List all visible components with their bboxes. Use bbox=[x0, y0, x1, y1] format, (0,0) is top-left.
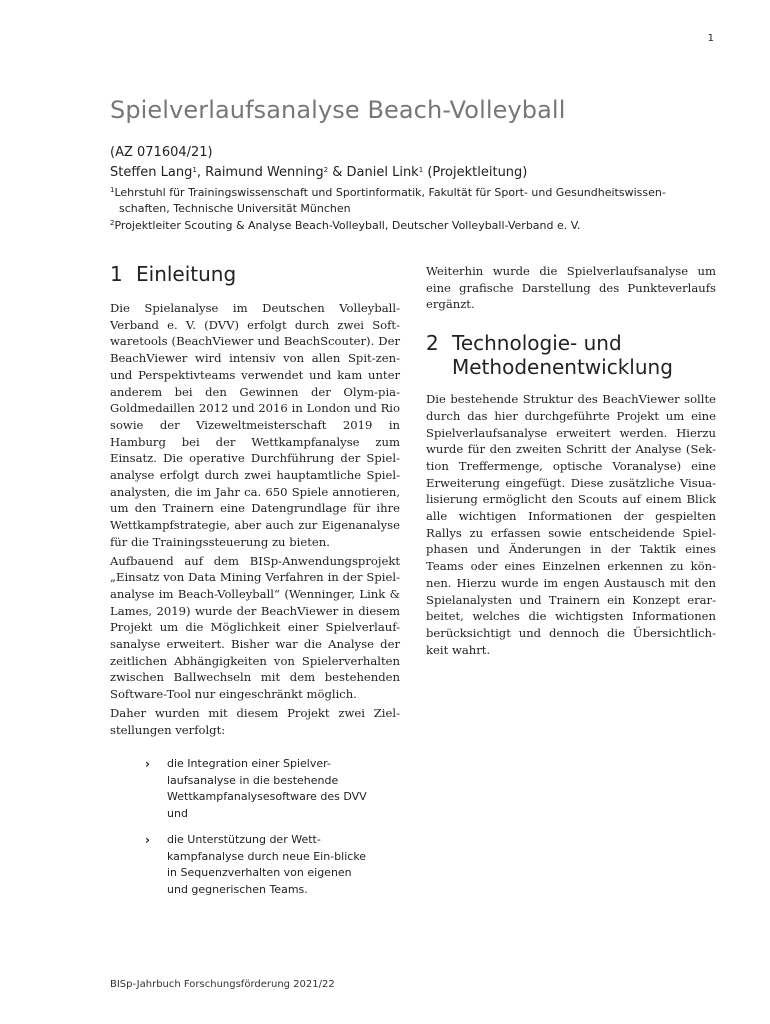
affiliation-text: Lehrstuhl für Trainingswissenschaft und Sportinformatik, Fakultät für Sport- und Gesundheitswissen- bbox=[114, 186, 666, 199]
project-reference: (AZ 071604/21) bbox=[110, 145, 213, 160]
section-number: 2 bbox=[426, 331, 439, 356]
affiliation-2 bbox=[110, 218, 720, 234]
list-item bbox=[145, 756, 375, 822]
affiliation-1 bbox=[110, 185, 720, 217]
page-footer: BISp-Jahrbuch Forschungsförderung 2021/22 bbox=[110, 979, 335, 990]
paragraph: Die Spielanalyse im Deutschen Volleyball-Verband e. V. (DVV) erfolgt durch zwei Soft-waretools (BeachViewer und BeachScouter). Der BeachViewer wird intensiv von allen Spit-zen- und Perspektivteams verwendet und kam unter anderem bei den Gewinnen der Olym-pia-Goldmedaillen 2012 und 2016 in London und Rio sowie der Vizeweltmeisterschaft 2019 in Hamburg bei der Wettkampfanalyse zum Einsatz. Die operative Durchführung der Spiel-analyse erfolgt durch zwei hauptamtliche Spiel-analysten, die im Jahr ca. 650 Spiele annotieren, um den Trainern eine Datengrundlage für ihre Wettkampfstrategie, aber auch zur Eigenanalyse für die Trainingssteuerung zu bieten. bbox=[110, 301, 400, 549]
goals-list bbox=[145, 756, 375, 908]
section-title: Einleitung bbox=[136, 262, 237, 286]
section-title bbox=[452, 331, 673, 379]
author-superscript: 2 bbox=[323, 166, 329, 174]
affiliation-superscript: 2 bbox=[110, 219, 115, 227]
list-item-text: die Integration einer Spielver-laufsanalyse in die bestehende Wettkampfanalysesoftware des DVV und bbox=[167, 757, 367, 820]
list-item-text: die Unterstützung der Wett-kampfanalyse durch neue Ein-blicke in Sequenzverhalten von eigenen und gegnerischen Teams. bbox=[167, 833, 367, 896]
affiliation-text: Projektleiter Scouting & Analyse Beach-Volleyball, Deutscher Volleyball-Verband e. V. bbox=[114, 219, 581, 232]
section-title-line: Methodenentwicklung bbox=[452, 355, 673, 380]
paragraph: Daher wurden mit diesem Projekt zwei Ziel-stellungen verfolgt: bbox=[110, 705, 400, 737]
chevron-right-icon: › bbox=[145, 757, 150, 771]
page-number: 1 bbox=[707, 33, 714, 44]
section-heading-technologie bbox=[426, 331, 716, 379]
affiliation-text-continued: schaften, Technische Universität München bbox=[119, 202, 351, 215]
author-superscript: 1 bbox=[418, 166, 424, 174]
left-column bbox=[110, 262, 400, 740]
affiliation-superscript: 1 bbox=[110, 186, 115, 194]
chevron-right-icon: › bbox=[145, 833, 150, 847]
author-line bbox=[110, 165, 527, 180]
right-column bbox=[426, 263, 716, 660]
section-title-line: Technologie- und bbox=[452, 331, 622, 356]
paragraph: Aufbauend auf dem BISp-Anwendungsprojekt „Einsatz von Data Mining Verfahren in der Spiel-analyse im Beach-Volleyball“ (Wenninger, Link & Lames, 2019) wurde der BeachViewer in diesem Projekt um die Möglichkeit einer Spielverlauf-sanalyse erweitert. Bisher war die Analyse der zeitlichen Abhängigkeiten von Spielerverhalten zwischen Ballwechseln mit dem bestehenden Software-Tool nur eingeschränkt möglich. bbox=[110, 553, 400, 702]
list-item bbox=[145, 832, 375, 898]
author-separator: , bbox=[196, 165, 206, 180]
author-name: Steffen Lang bbox=[110, 165, 193, 180]
paper-title: Spielverlaufsanalyse Beach-Volleyball bbox=[110, 96, 566, 124]
author-separator: & bbox=[328, 165, 347, 180]
section-number: 1 bbox=[110, 262, 123, 286]
author-name: Raimund Wenning bbox=[205, 165, 324, 180]
paragraph: Weiterhin wurde die Spielverlaufsanalyse um eine grafische Darstellung des Punkteverlaufs ergänzt. bbox=[426, 264, 716, 312]
paragraph: Die bestehende Struktur des BeachViewer sollte durch das hier durchgeführte Projekt um eine Spielverlaufsanalyse erweitert werden. Hierzu wurde für den zweiten Schritt der Analyse (Sek-tion Treffermenge, optische Voranalyse) eine Erweiterung eingefügt. Diese zusätzliche Visua-lisierung ermöglicht den Scouts auf einem Blick alle wichtigen Informationen der gespielten Rallys zu erfassen sowie entscheidende Spiel-phasen und Änderungen in der Taktik eines Teams oder eines Einzelnen erkennen zu kön-nen. Hierzu wurde im engen Austausch mit den Spielanalysten und Trainern ein Konzept erar-beitet, welches die wichtigsten Informationen berücksichtigt und dennoch die Übersichtlich-keit wahrt. bbox=[426, 392, 716, 657]
author-role: (Projektleitung) bbox=[423, 165, 528, 180]
section-heading-einleitung bbox=[110, 262, 400, 286]
author-name: Daniel Link bbox=[346, 165, 419, 180]
author-superscript: 1 bbox=[192, 166, 197, 174]
